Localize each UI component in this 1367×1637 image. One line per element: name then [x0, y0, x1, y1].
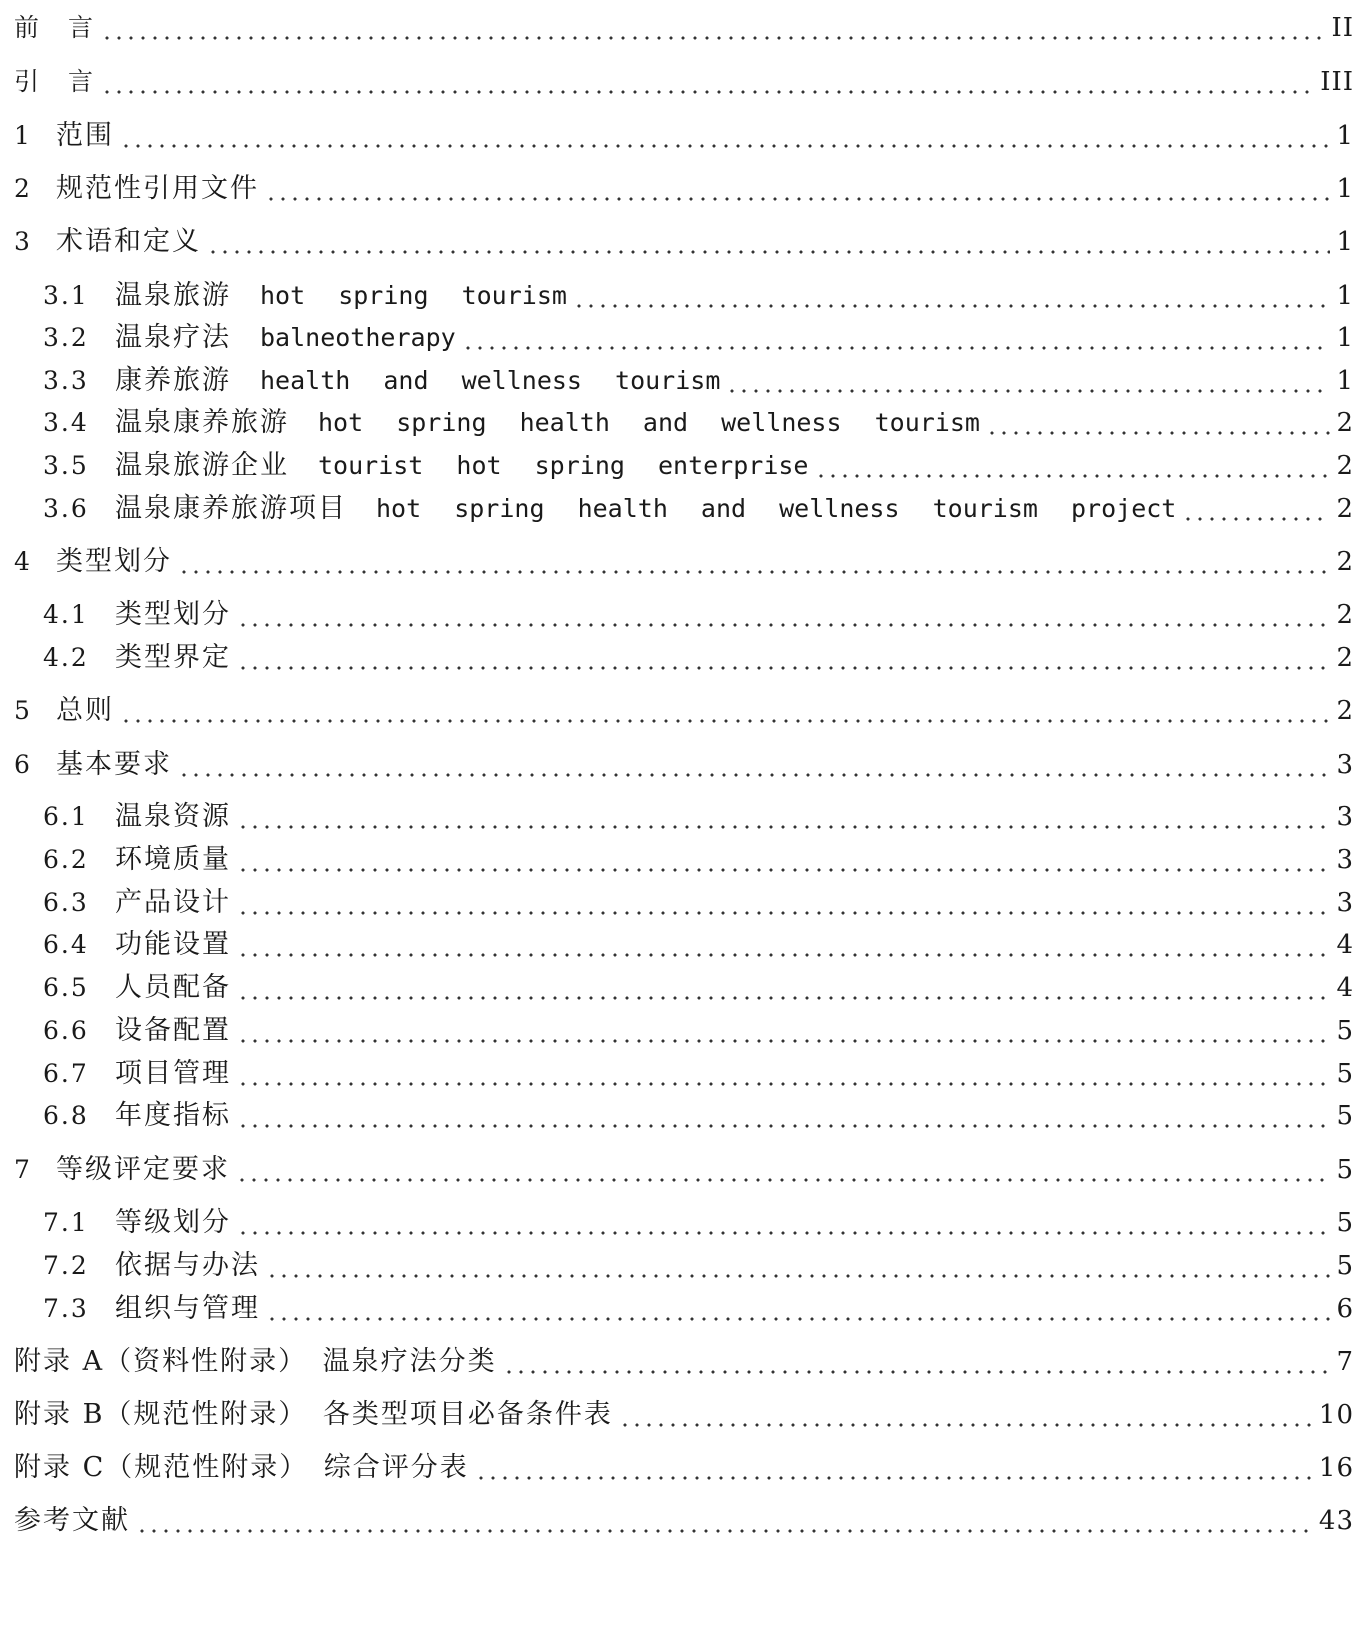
toc-entry[interactable] [14, 691, 1354, 731]
dot-leader [462, 318, 1331, 358]
dot-leader [815, 446, 1331, 486]
toc-entry-title [14, 1150, 230, 1190]
toc-entry[interactable] [43, 489, 1354, 529]
toc-entry-text: 设备配置 [115, 1015, 231, 1046]
toc-entry-text: 年度指标 [115, 1100, 231, 1131]
toc-page-number: 1 [1336, 323, 1354, 353]
dot-leader [726, 361, 1330, 401]
toc-entry-title [43, 883, 231, 923]
toc-entry-title [14, 62, 95, 102]
toc-entry-title [14, 1501, 130, 1541]
toc-page-number: 5 [1336, 1251, 1354, 1281]
toc-entry-number: 3.5 [43, 451, 89, 480]
toc-entry-title [14, 169, 259, 209]
toc-entry[interactable] [14, 169, 1354, 209]
toc-page-number: 2 [1336, 547, 1354, 577]
toc-entry-title [43, 489, 1176, 529]
toc-entry-text: 规范性引用文件 [56, 173, 259, 204]
toc-entry-number: 6.5 [43, 973, 89, 1002]
toc-entry-title [43, 276, 567, 316]
toc-entry-title [43, 925, 231, 965]
toc-entry[interactable] [14, 542, 1354, 582]
dot-leader [120, 691, 1330, 731]
toc-page-number: 3 [1336, 845, 1354, 875]
dot-leader [236, 1150, 1330, 1190]
toc-entry-title [43, 1096, 231, 1136]
toc-entry[interactable] [43, 1011, 1354, 1051]
toc-entry-text: 温泉康养旅游 [115, 407, 289, 438]
dot-leader [986, 403, 1331, 443]
toc-entry-number: 4.1 [43, 600, 89, 629]
toc-page-number: 43 [1318, 1506, 1354, 1536]
toc-page-number: 5 [1336, 1101, 1354, 1131]
toc-entry-number: 5 [14, 696, 32, 725]
toc-entry-text: 环境质量 [115, 844, 231, 875]
dot-leader [503, 1342, 1331, 1382]
toc-entry[interactable] [43, 1054, 1354, 1094]
toc-entry-title [43, 446, 809, 486]
toc-entry-title [43, 318, 456, 358]
toc-page-number: 16 [1318, 1453, 1354, 1483]
toc-entry-text: 范围 [56, 120, 114, 151]
toc-entry-english: balneotherapy [260, 323, 456, 352]
toc-entry[interactable] [43, 968, 1354, 1008]
toc-entry-text: 基本要求 [56, 749, 172, 780]
toc-entry[interactable] [43, 403, 1354, 443]
toc-entry-title [14, 116, 114, 156]
toc-entry-text: 附录 A（资料性附录） 温泉疗法分类 [14, 1346, 497, 1377]
toc-entry-text: 温泉旅游 [115, 280, 231, 311]
toc-page-number: 5 [1336, 1155, 1354, 1185]
toc-page-number: 3 [1336, 750, 1354, 780]
toc-page-number: 3 [1336, 888, 1354, 918]
dot-leader [237, 1096, 1330, 1136]
dot-leader [101, 8, 1325, 48]
toc-page-number: 4 [1336, 973, 1354, 1003]
toc-entry-english: hot spring health and wellness tourism project [376, 494, 1177, 523]
toc-entry[interactable] [14, 1395, 1354, 1435]
dot-leader [120, 116, 1330, 156]
toc-entry[interactable] [43, 595, 1354, 635]
toc-entry-text: 参考文献 [14, 1505, 130, 1536]
toc-entry-title [43, 638, 231, 678]
toc-page-number: 2 [1336, 408, 1354, 438]
dot-leader [265, 169, 1330, 209]
toc-entry-text: 组织与管理 [115, 1293, 260, 1324]
toc-entry[interactable] [43, 276, 1354, 316]
dot-leader [237, 840, 1330, 880]
toc-page-number: 1 [1336, 121, 1354, 151]
toc-page-number: 1 [1336, 227, 1354, 257]
toc-entry-english: hot spring tourism [260, 281, 567, 310]
toc-entry-title [43, 1289, 260, 1329]
dot-leader [573, 276, 1331, 316]
toc-page-number: 1 [1336, 366, 1354, 396]
toc-entry-text: 类型划分 [115, 599, 231, 630]
toc-entry-title [43, 840, 231, 880]
toc-entry-title [43, 1054, 231, 1094]
toc-entry[interactable] [14, 8, 1354, 48]
toc-page-number: 6 [1336, 1294, 1354, 1324]
toc-entry[interactable] [43, 318, 1354, 358]
toc-entry-text: 温泉康养旅游项目 [115, 493, 347, 524]
dot-leader [136, 1501, 1313, 1541]
toc-entry-title [14, 542, 172, 582]
toc-entry-text: 温泉旅游企业 [115, 450, 289, 481]
toc-entry-number: 3 [14, 227, 32, 256]
toc-entry-title [14, 691, 114, 731]
toc-entry-number: 6.7 [43, 1059, 89, 1088]
dot-leader [178, 542, 1330, 582]
dot-leader [237, 1011, 1330, 1051]
toc-entry-number: 7.1 [43, 1208, 89, 1237]
toc-entry[interactable] [14, 1150, 1354, 1190]
dot-leader [237, 1054, 1330, 1094]
toc-entry-number: 6 [14, 750, 32, 779]
toc-entry-text: 依据与办法 [115, 1250, 260, 1281]
toc-entry[interactable] [14, 745, 1354, 785]
toc-entry-number: 2 [14, 174, 32, 203]
toc-entry-number: 6.2 [43, 845, 89, 874]
toc-entry[interactable] [43, 883, 1354, 923]
toc-entry-text: 人员配备 [115, 972, 231, 1003]
dot-leader [237, 595, 1330, 635]
toc-page-number: II [1331, 13, 1354, 43]
toc-entry-number: 7.3 [43, 1294, 89, 1323]
toc-entry[interactable] [43, 1246, 1354, 1286]
dot-leader [207, 222, 1330, 262]
toc-page-number: 7 [1336, 1347, 1354, 1377]
toc-entry-number: 4.2 [43, 643, 89, 672]
toc-entry-title [43, 797, 231, 837]
toc-entry-text: 总则 [56, 695, 114, 726]
toc-entry-text: 附录 C（规范性附录） 综合评分表 [14, 1452, 469, 1483]
toc-page-number: 1 [1336, 281, 1354, 311]
toc-entry[interactable] [14, 222, 1354, 262]
toc-page-number: 2 [1336, 494, 1354, 524]
toc-entry-number: 6.8 [43, 1101, 89, 1130]
toc-page-number: 10 [1318, 1400, 1354, 1430]
toc-entry[interactable] [43, 361, 1354, 401]
toc-entry[interactable] [14, 116, 1354, 156]
dot-leader [237, 1203, 1330, 1243]
toc-page-number: 2 [1336, 600, 1354, 630]
toc-entry-number: 引 言 [14, 67, 96, 96]
dot-leader [237, 883, 1330, 923]
dot-leader [237, 968, 1330, 1008]
toc-entry[interactable] [43, 638, 1354, 678]
toc-entry-text: 温泉资源 [115, 801, 231, 832]
toc-entry[interactable] [14, 1342, 1354, 1382]
toc-entry-number: 6.1 [43, 802, 89, 831]
dot-leader [237, 797, 1330, 837]
toc-entry-title [43, 595, 231, 635]
toc-entry-number: 3.4 [43, 408, 89, 437]
toc-entry-title [14, 1395, 613, 1435]
dot-leader [266, 1246, 1330, 1286]
toc-page-number: 1 [1336, 174, 1354, 204]
toc-entry[interactable] [43, 840, 1354, 880]
dot-leader [266, 1289, 1330, 1329]
toc-page-number: III [1320, 67, 1354, 97]
toc-entry-text: 功能设置 [115, 929, 231, 960]
toc-entry-title [14, 222, 201, 262]
toc-entry-number: 6.6 [43, 1016, 89, 1045]
toc-entry-text: 康养旅游 [115, 365, 231, 396]
toc-entry-title [14, 1342, 497, 1382]
toc-entry-title [14, 8, 95, 48]
dot-leader [178, 745, 1330, 785]
toc-entry-number: 7 [14, 1155, 32, 1184]
toc-entry-number: 3.2 [43, 323, 89, 352]
dot-leader [619, 1395, 1313, 1435]
toc-page-number: 4 [1336, 930, 1354, 960]
toc-page-number: 2 [1336, 696, 1354, 726]
toc-entry-text: 附录 B（规范性附录） 各类型项目必备条件表 [14, 1399, 613, 1430]
toc-page-number: 2 [1336, 451, 1354, 481]
toc-entry-title [14, 745, 172, 785]
toc-entry-english: health and wellness tourism [260, 366, 721, 395]
toc-entry-text: 等级评定要求 [56, 1154, 230, 1185]
toc-entry-text: 温泉疗法 [115, 322, 231, 353]
toc-entry-english: hot spring health and wellness tourism [318, 408, 980, 437]
dot-leader [1182, 489, 1330, 529]
toc-entry-text: 类型划分 [56, 546, 172, 577]
toc-entry[interactable] [43, 1203, 1354, 1243]
toc-entry[interactable] [14, 62, 1354, 102]
toc-page-number: 5 [1336, 1059, 1354, 1089]
toc-entry[interactable] [43, 446, 1354, 486]
toc-entry-number: 3.3 [43, 366, 89, 395]
toc-page-number: 3 [1336, 802, 1354, 832]
toc-entry-text: 术语和定义 [56, 226, 201, 257]
toc-entry-number: 3.1 [43, 281, 89, 310]
toc-entry-title [43, 1246, 260, 1286]
toc-entry[interactable] [14, 1448, 1354, 1488]
toc-entry-title [43, 968, 231, 1008]
toc-page-number: 5 [1336, 1208, 1354, 1238]
toc-entry[interactable] [43, 797, 1354, 837]
dot-leader [101, 62, 1314, 102]
toc-entry-number: 3.6 [43, 494, 89, 523]
toc-entry-text: 产品设计 [115, 887, 231, 918]
toc-entry-title [43, 1203, 231, 1243]
toc-entry-number: 1 [14, 121, 32, 150]
toc-entry-text: 类型界定 [115, 642, 231, 673]
toc-entry-english: tourist hot spring enterprise [318, 451, 809, 480]
toc-entry-text: 等级划分 [115, 1207, 231, 1238]
toc-entry-title [14, 1448, 469, 1488]
toc-entry-number: 4 [14, 547, 32, 576]
toc-entry-title [43, 361, 720, 401]
toc-entry-number: 6.3 [43, 888, 89, 917]
toc-entry[interactable] [43, 1289, 1354, 1329]
dot-leader [475, 1448, 1313, 1488]
toc-entry-number: 6.4 [43, 930, 89, 959]
toc-entry-number: 前 言 [14, 13, 96, 42]
dot-leader [237, 925, 1330, 965]
dot-leader [237, 638, 1330, 678]
toc-entry-title [43, 403, 980, 443]
toc-entry-title [43, 1011, 231, 1051]
toc-entry[interactable] [43, 1096, 1354, 1136]
toc-entry-number: 7.2 [43, 1251, 89, 1280]
toc-entry-text: 项目管理 [115, 1058, 231, 1089]
toc-page-number: 2 [1336, 643, 1354, 673]
toc-page-number: 5 [1336, 1016, 1354, 1046]
toc-entry[interactable] [14, 1501, 1354, 1541]
toc-entry[interactable] [43, 925, 1354, 965]
